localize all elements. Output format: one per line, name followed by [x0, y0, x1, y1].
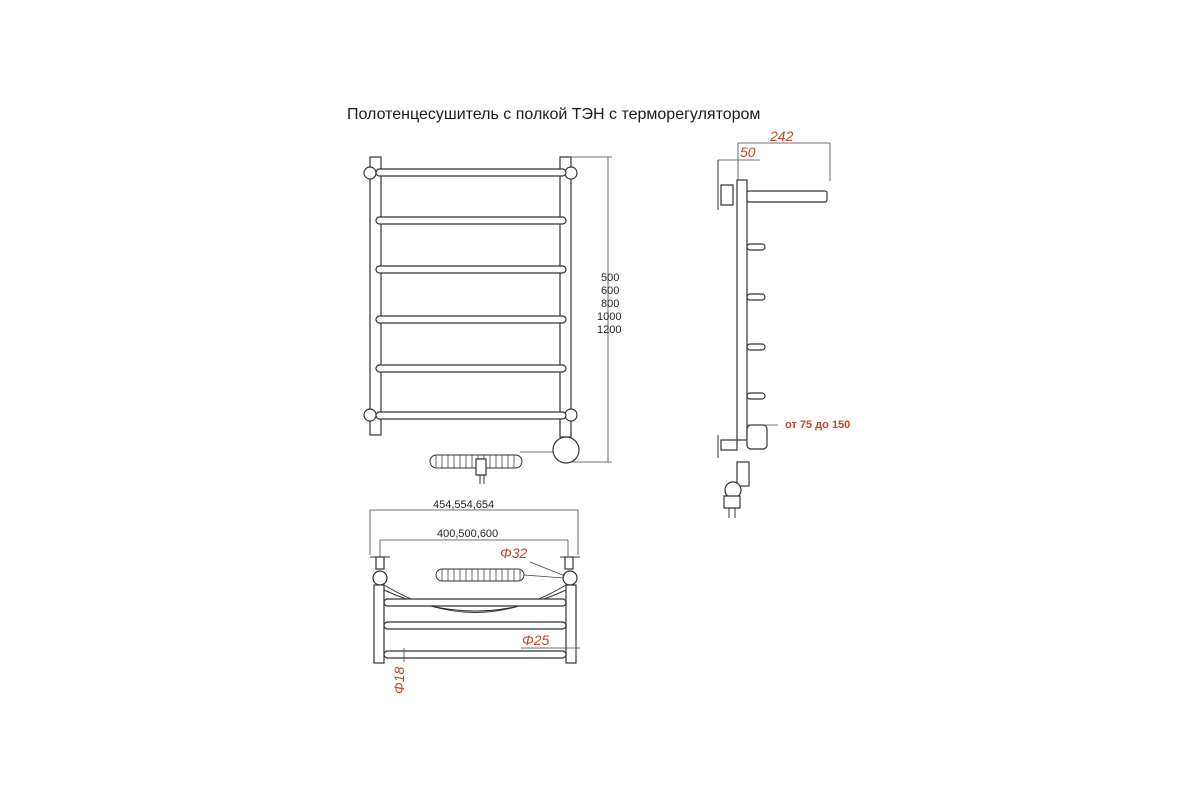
top-side-right	[566, 585, 576, 663]
right-post	[560, 157, 571, 437]
thermostat-knob	[553, 437, 579, 463]
plug-pins	[480, 475, 484, 484]
side-plug	[724, 496, 740, 508]
height-label-1: 500	[601, 272, 620, 284]
mount-bottom-right	[565, 409, 577, 421]
height-label-4: 1000	[597, 311, 622, 323]
inner-width-dimension-line	[380, 540, 568, 560]
plug-body	[476, 459, 486, 475]
front-view	[364, 157, 612, 484]
side-rung-1	[747, 244, 765, 250]
top-heating-coil	[436, 569, 524, 581]
rung-3	[376, 266, 566, 273]
side-thermostat	[747, 425, 767, 449]
side-post	[737, 180, 747, 440]
depth-label: 242	[770, 128, 794, 144]
side-mount-bottom	[721, 440, 737, 450]
side-mount-top	[721, 185, 733, 205]
top-side-left	[374, 585, 384, 663]
mount-bottom-left	[364, 409, 376, 421]
top-mount-left	[376, 557, 384, 569]
mount-top-left	[364, 167, 376, 179]
shelf-bar-1	[384, 599, 566, 606]
top-post-right	[563, 571, 577, 585]
side-plug-pins	[729, 508, 735, 518]
mount-top-right	[565, 167, 577, 179]
rung-6	[376, 412, 566, 419]
rung-4	[376, 316, 566, 323]
top-mount-right	[565, 557, 573, 569]
top-cable	[524, 575, 564, 578]
top-post-left	[373, 571, 387, 585]
rung-2	[376, 217, 566, 224]
left-post	[370, 157, 381, 435]
shelf-bar-3	[384, 651, 566, 658]
phi32-leader	[530, 562, 565, 576]
side-rung-4	[747, 393, 765, 399]
distance-label: от 75 до 150	[785, 419, 851, 431]
rung-5	[376, 365, 566, 372]
side-plug-housing	[737, 462, 749, 486]
inner-width-label: 400,500,600	[437, 528, 499, 540]
side-rung-3	[747, 344, 765, 350]
diameter-25-label: Φ25	[522, 632, 550, 648]
shelf-bar-2	[384, 622, 566, 629]
side-rung-2	[747, 294, 765, 300]
height-label-3: 800	[601, 298, 620, 310]
height-label-5: 1200	[597, 324, 622, 336]
height-labels	[597, 272, 621, 336]
height-label-2: 600	[601, 285, 620, 297]
drawing-title: Полотенцесушитель с полкой ТЭН с терморегулятором	[347, 106, 761, 123]
side-view	[718, 143, 830, 518]
diameter-18-label: Φ18	[391, 666, 407, 694]
offset-label: 50	[740, 144, 756, 160]
outer-width-label: 454,554,654	[433, 499, 495, 511]
diameter-32-label: Φ32	[500, 545, 528, 561]
rung-1	[376, 169, 566, 176]
side-shelf	[747, 191, 827, 202]
